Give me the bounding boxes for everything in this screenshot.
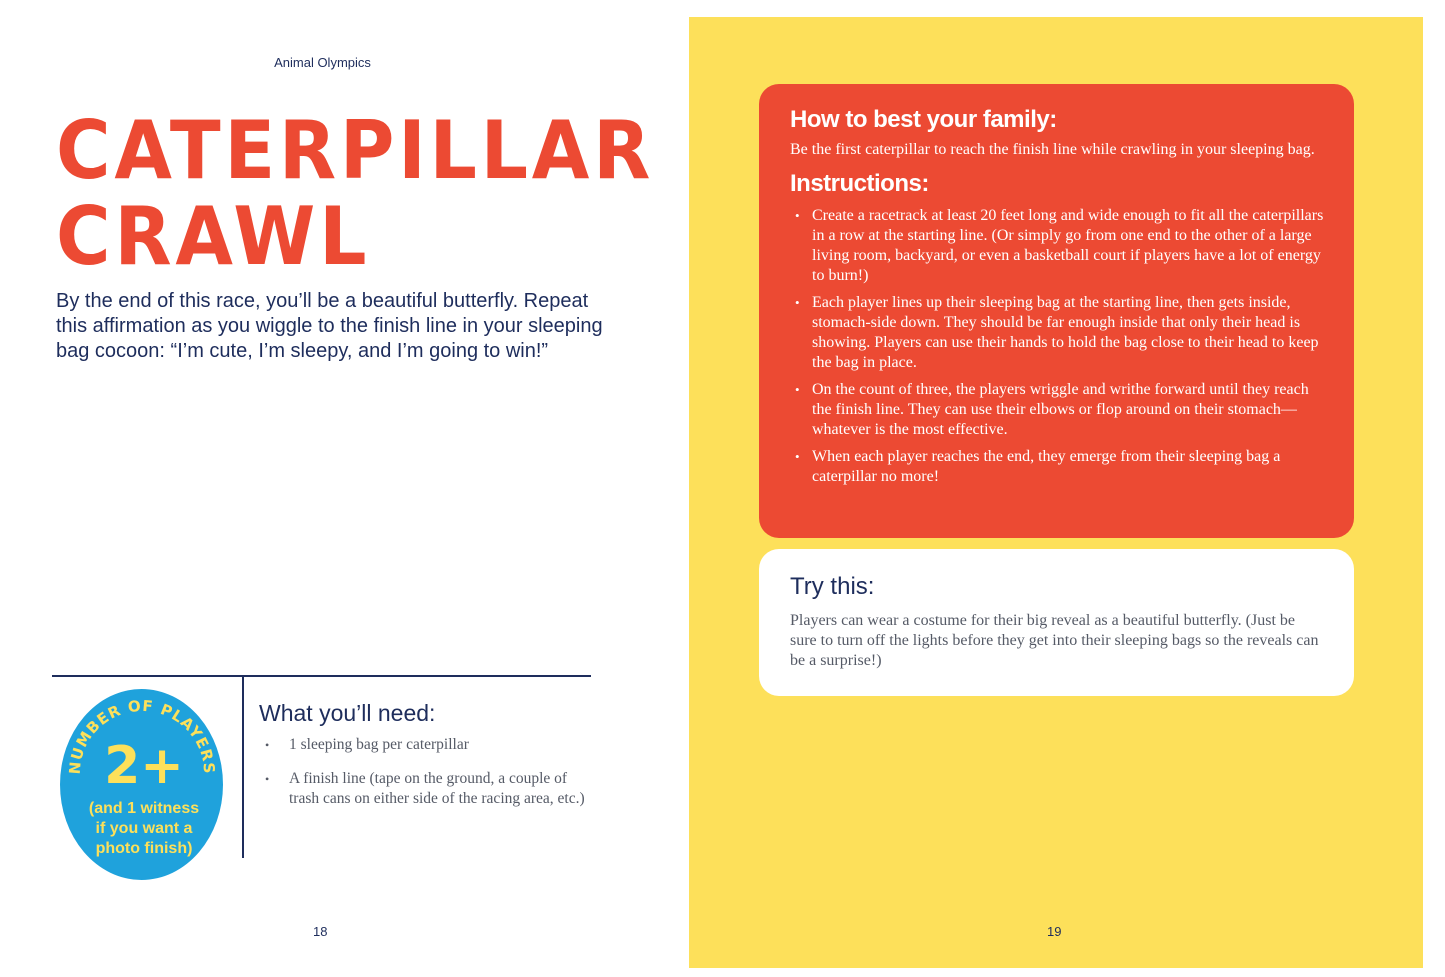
badge-arc-text: NUMBER OF PLAYERS — [65, 696, 219, 776]
best-text: Be the first caterpillar to reach the finish line while crawling in your sleeping bag. — [790, 141, 1315, 158]
page-number-left: 18 — [313, 924, 328, 939]
horizontal-divider — [52, 675, 591, 677]
instruction-item: • When each player reaches the end, they emerge from their sleeping bag a caterpillar no more! — [790, 447, 1324, 487]
title-line-2: CRAWL — [56, 190, 371, 283]
try-this-panel — [759, 549, 1354, 696]
instruction-item: • Each player lines up their sleeping bag at the starting line, then gets inside, stomach-side down. They should be far enough inside that only their head is showing. Players can use their hands to hold the bag close to their head to keep the bag in place. — [790, 293, 1324, 373]
instruction-item: • Create a racetrack at least 20 feet long and wide enough to fit all the caterpillars in a row at the starting line. (Or simply go from one end to the other of a large living room, backyard, or even a basketball court if players have a lot of energy to burn!) — [790, 206, 1324, 286]
need-item: • A finish line (tape on the ground, a couple of trash cans on either side of the racing area, etc.) — [265, 769, 585, 809]
page-number-right: 19 — [1047, 924, 1062, 939]
need-list — [265, 735, 585, 823]
badge-note-3: photo finish) — [95, 840, 193, 857]
instructions-title: Instructions: — [790, 170, 929, 197]
instructions-panel — [759, 84, 1354, 538]
intro-paragraph: By the end of this race, you’ll be a beautiful butterfly. Repeat this affirmation as you wiggle to the finish line in your sleeping bag cocoon: “I’m cute, I’m sleepy, and I’m going to win!” — [56, 290, 603, 362]
need-item: • 1 sleeping bag per caterpillar — [265, 735, 585, 755]
page-title — [56, 104, 655, 283]
try-title: Try this: — [790, 573, 875, 600]
left-page — [0, 0, 688, 977]
badge-note-2: if you want a — [95, 820, 193, 837]
players-badge — [60, 689, 223, 880]
try-text: Players can wear a costume for their big reveal as a beautiful butterfly. (Just be sure to turn off the lights before they get into their sleeping bags so the reveals can be a surprise!) — [790, 612, 1319, 669]
best-title: How to best your family: — [790, 106, 1057, 133]
running-head: Animal Olympics — [274, 55, 371, 70]
vertical-divider — [242, 677, 244, 858]
instructions-list — [790, 206, 1324, 487]
need-title: What you’ll need: — [259, 700, 436, 726]
badge-count: 2+ — [104, 736, 184, 796]
instruction-item: • On the count of three, the players wriggle and writhe forward until they reach the finish line. They can use their elbows or flop around on their stomach—whatever is the most effective. — [790, 380, 1324, 440]
title-line-1: CATERPILLAR — [56, 104, 655, 197]
badge-note-1: (and 1 witness — [88, 800, 200, 817]
